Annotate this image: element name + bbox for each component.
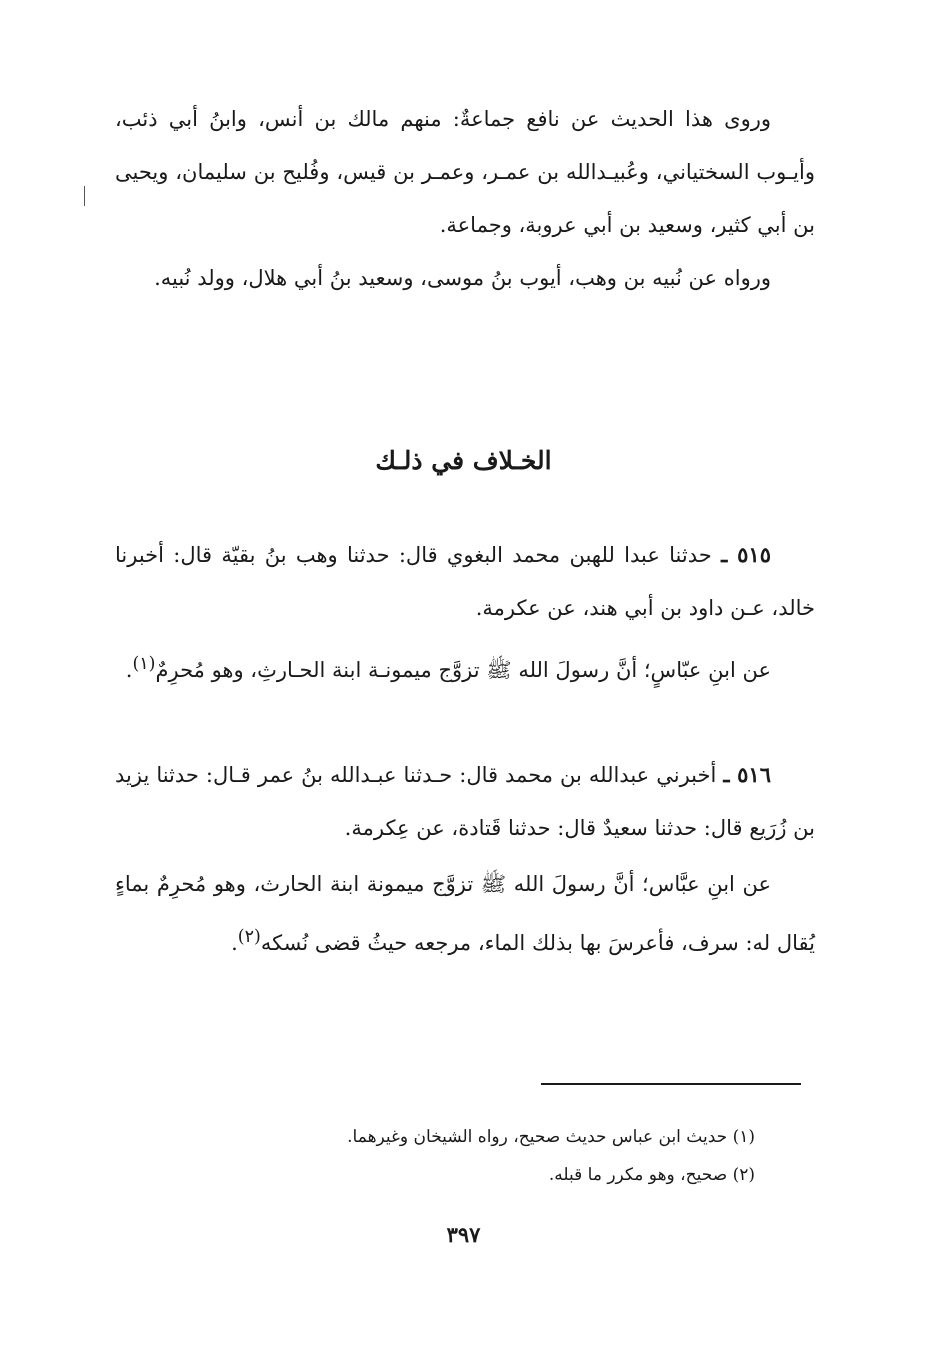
hadith-number: ٥١٥ ـ	[721, 542, 771, 567]
footnote-item	[255, 1118, 755, 1156]
intro-text: وروى هذا الحديث عن نافع جماعةٌ: منهم مالك بن أنس، وابنُ أبي ذئب، وأيـوب السختياني، وعُبيـدالله بن عمـر، وعمـر بن قيس، وفُليح بن سليمان، ويحيى بن أبي كثير، وسعيد بن أبي عروبة، وجماعة.	[115, 107, 815, 237]
matn-text: عن ابنِ عبَّاس؛ أنَّ رسولَ الله ﷺ تزوَّج ميمونة ابنة الحارث، وهو مُحرِمٌ بماءٍ يُقال له: سرف، فأعرسَ بها بذلك الماء، مرجعه حيثُ قضى نُسكه	[115, 872, 815, 955]
section-heading: الخـلاف في ذلـك	[375, 446, 552, 475]
matn-end: .	[125, 658, 133, 682]
hadith-516-isnad	[115, 748, 815, 855]
hadith-515-matn	[115, 638, 815, 697]
footnote-item	[255, 1156, 755, 1194]
intro-text-2: ورواه عن نُبيه بن وهب، أيوب بنُ موسى، وسعيد بنُ أبي هلال، وولد نُبيه.	[154, 266, 771, 290]
footnote-divider	[541, 1083, 801, 1085]
matn-text: عن ابنِ عبّاسٍ؛ أنَّ رسولَ الله ﷺ تزوَّج ميمونـة ابنة الحـارثِ، وهو مُحرِمٌ	[155, 658, 771, 682]
footnote-marker: (٢)	[732, 1165, 755, 1185]
footnote-ref: (١)	[132, 654, 156, 674]
matn-end: .	[231, 931, 238, 955]
hadith-516-matn	[115, 858, 815, 970]
footnote-marker: (١)	[732, 1127, 755, 1147]
footnote-text: صحيح، وهو مكرر ما قبله.	[548, 1165, 728, 1185]
isnad-text: حدثنا عبدا للهبن محمد البغوي قال: حدثنا وهب بنُ بقيّة قال: أخبرنا خالد، عـن داود بن أبي هند، عن عكرمة.	[115, 543, 815, 620]
page-number: ٣٩٧	[446, 1222, 481, 1247]
isnad-text: أخبرني عبدالله بن محمد قال: حـدثنا عبـدالله بنُ عمر قـال: حدثنا يزيد بن زُرَيع قال: حدثنا سعيدٌ قال: حدثنا قَتادة، عن عِكرمة.	[115, 763, 815, 840]
footnote-text: حديث ابن عباس حديث صحيح، رواه الشيخان وغيرهما.	[347, 1127, 728, 1147]
hadith-515-isnad	[115, 528, 815, 635]
intro-paragraph	[115, 93, 815, 252]
intro-paragraph-2	[115, 252, 815, 305]
footnotes	[255, 1118, 755, 1194]
hadith-number: ٥١٦ ـ	[723, 762, 771, 787]
margin-mark	[84, 186, 85, 206]
footnote-ref: (٢)	[237, 927, 261, 947]
